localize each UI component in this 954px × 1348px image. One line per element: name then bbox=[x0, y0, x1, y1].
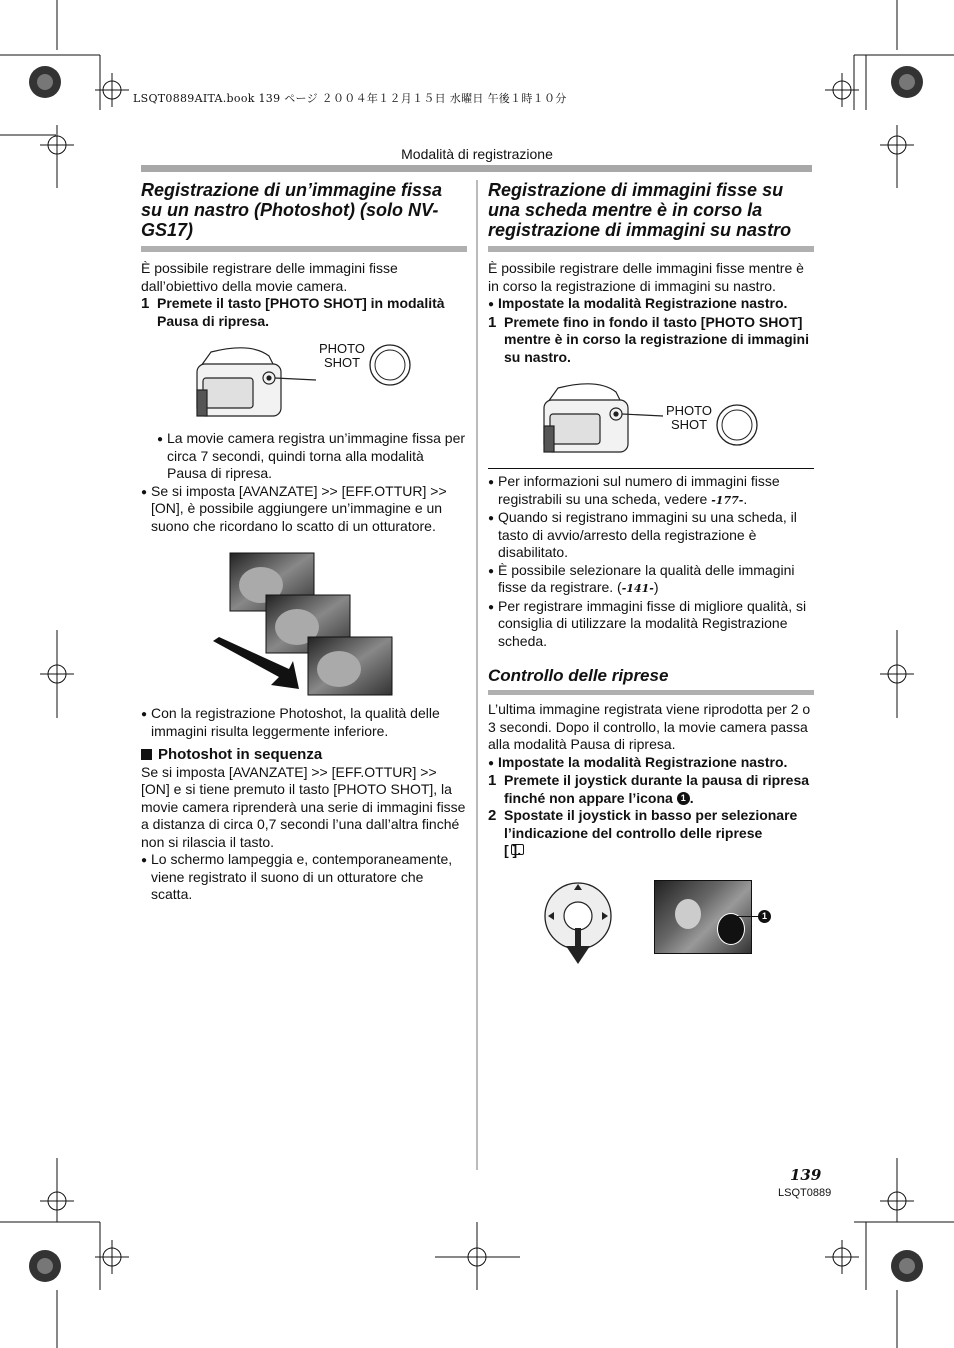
photo-shot-label: PHOTO SHOT bbox=[666, 403, 712, 432]
left-step-1 bbox=[141, 295, 467, 330]
left-bullet-4: ● Lo schermo lampeggia e, contemporaneamente, viene registrato il suono di un otturatore che scatta. bbox=[141, 851, 453, 902]
left-bullet-2: ● Se si imposta [AVANZATE] >> [EFF.OTTUR] >> [ON], è possibile aggiungere un’immagine e un suono che ricordano lo scatto di un otturatore. bbox=[141, 482, 447, 534]
header-bar bbox=[141, 165, 812, 172]
rule bbox=[488, 468, 814, 469]
right-intro: È possibile registrare delle immagini fisse mentre è in corso la registrazione di immagini su nastro. bbox=[488, 260, 804, 294]
page-header: Modalità di registrazione bbox=[401, 146, 553, 162]
photoshot-sequence-illustration bbox=[141, 549, 467, 699]
step-text: Premete il tasto [PHOTO SHOT] in modalità Pausa di ripresa. bbox=[157, 295, 445, 329]
left-subsection-text: Se si imposta [AVANZATE] >> [EFF.OTTUR] >> [ON] e si tiene premuto il tasto [PHOTO SHOT], la movie camera riprenderà una serie di immagini fisse a distanza di circa 0,7 secondi l’una dall’altra finché non si rilascia il tasto. bbox=[141, 763, 466, 850]
left-section-title: Registrazione di un’immagine fissa su un nastro (Photoshot) (solo NV-GS17) bbox=[141, 180, 443, 240]
right-section-bar bbox=[488, 246, 814, 252]
lcd-screen-image bbox=[654, 880, 752, 954]
left-section-bar bbox=[141, 246, 467, 252]
callout-number-icon: 1 bbox=[677, 792, 690, 805]
camera-illustration-left bbox=[141, 338, 467, 426]
right-subsection-intro: L’ultima immagine registrata viene riprodotta per 2 o 3 secondi. Dopo il controllo, la movie camera passa alla modalità Pausa di ripresa. bbox=[488, 701, 811, 752]
photo-shot-button-icon bbox=[714, 402, 760, 448]
right-bullet-3: ● È possibile selezionare la qualità delle immagini fisse da registrare. (-141-) bbox=[488, 561, 795, 595]
right-column bbox=[488, 180, 814, 968]
right-prebullet: ● Impostate la modalità Registrazione nastro. bbox=[488, 295, 788, 311]
photo-shot-label: PHOTO SHOT bbox=[319, 341, 365, 370]
camcorder-icon bbox=[141, 338, 467, 426]
recording-check-icon bbox=[511, 844, 524, 855]
left-column bbox=[141, 180, 467, 904]
right-step-1: 1 Premete fino in fondo il tasto [PHOTO SHOT] mentre è in corso la registrazione di immagini su nastro. bbox=[488, 313, 809, 365]
icon-overlay bbox=[717, 913, 745, 945]
print-info: LSQT0889AITA.book 139 ページ ２００４年１２月１５日 水曜日 午後１時１０分 bbox=[133, 92, 567, 105]
camcorder-icon bbox=[488, 374, 814, 462]
right-prebullet-2: ● Impostate la modalità Registrazione nastro. bbox=[488, 753, 788, 770]
right-step-1b: 1 Premete il joystick durante la pausa di ripresa finché non appare l’icona 1 . bbox=[488, 772, 810, 806]
document-code: LSQT0889 bbox=[778, 1187, 832, 1199]
left-intro: È possibile registrare delle immagini fisse dall’obiettivo della movie camera. bbox=[141, 260, 398, 294]
right-bullet-4: ● Per registrare immagini fisse di migliore qualità, si consiglia di utilizzare la modalità Registrazione scheda. bbox=[488, 597, 807, 649]
callout-number-icon: 1 bbox=[758, 910, 771, 923]
page-number: 139 bbox=[790, 1166, 822, 1184]
left-subsection-title: Photoshot in sequenza bbox=[141, 746, 467, 764]
right-subsection-title: Controllo delle riprese bbox=[488, 666, 669, 685]
photo-shot-button-icon bbox=[367, 342, 413, 388]
right-subsection-bar bbox=[488, 690, 814, 695]
right-step-2: 2 Spostate il joystick in basso per selezionare l’indicazione del controllo delle riprese [ ]. bbox=[488, 807, 798, 858]
step-number: 1 bbox=[141, 295, 150, 312]
column-divider bbox=[476, 180, 478, 1170]
left-bullet-3: ● Con la registrazione Photoshot, la qualità delle immagini risulta leggermente inferiore. bbox=[141, 705, 440, 739]
right-bullet-1: ● Per informazioni sul numero di immagini fisse registrabili su una scheda, vedere -177-. bbox=[488, 473, 780, 507]
right-section-title: Registrazione di immagini fisse su una scheda mentre è in corso la registrazione di immagini su nastro bbox=[488, 180, 792, 240]
left-bullet-1: ● La movie camera registra un’immagine fissa per circa 7 secondi, quindi torna alla modalità Pausa di ripresa. bbox=[157, 430, 466, 481]
camera-illustration-right bbox=[488, 374, 814, 462]
joystick-illustration bbox=[488, 878, 814, 968]
joystick-icon bbox=[544, 878, 616, 966]
right-bullet-2: ● Quando si registrano immagini su una scheda, il tasto di avvio/arresto della registrazione è disabilitato. bbox=[488, 509, 797, 560]
